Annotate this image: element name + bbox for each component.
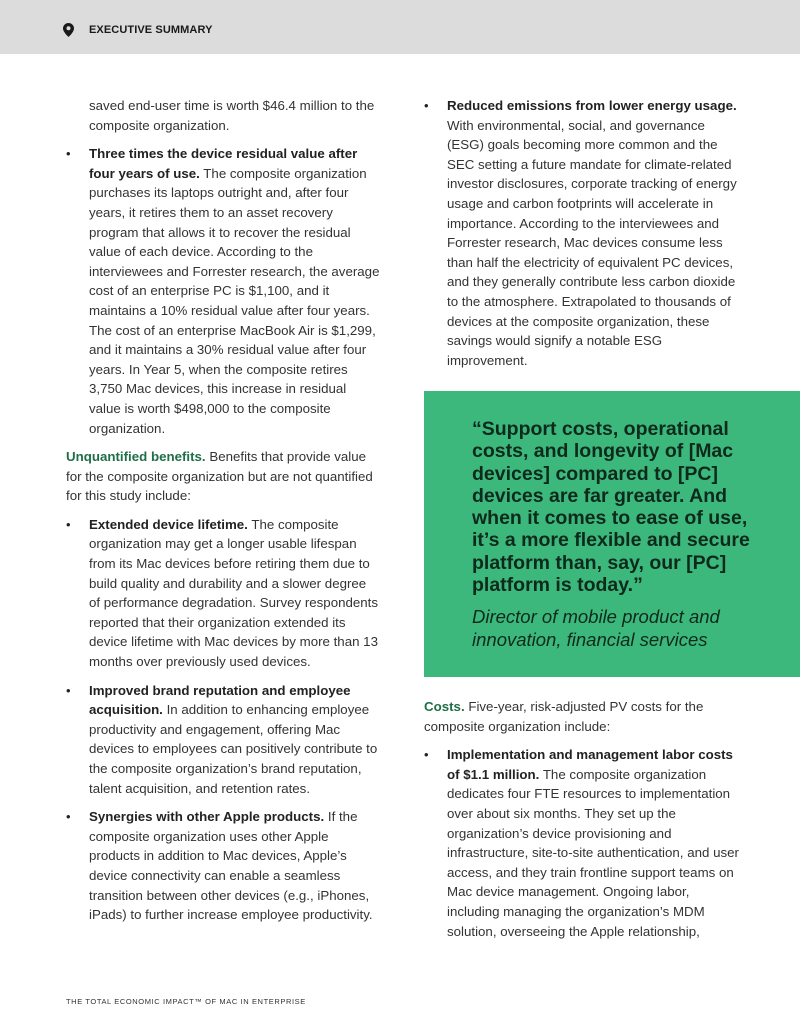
bullet-heading: Synergies with other Apple products. bbox=[89, 809, 325, 825]
bullet-glyph: • bbox=[66, 516, 71, 532]
bullet-glyph: • bbox=[66, 682, 71, 698]
right-column-costs bbox=[424, 697, 740, 950]
bullet-body: The composite organization purchases its laptops outright and, after four years, it retires them to an asset recovery program that allows it to recover the residual value of each device. According to the interviewees and Forrester research, the average cost of an enterprise PC is $1,100, and it maintains a 10% residual value after four years. The cost of an enterprise MacBook Air is $1,299, and it maintains a 30% residual value after four years. In Year 5, when the composite retires 3,750 Mac devices, this increase in residual value is worth $498,000 to the composite organization. bbox=[89, 165, 380, 436]
bullet-heading: Improved brand reputation and employee acquisition. bbox=[89, 682, 351, 718]
residual-value-bullet bbox=[66, 144, 380, 438]
pull-quote-text: “Support costs, operational costs, and longevity of [Mac devices] compared to [PC] devices are far greater. And when it comes to ease of use, it’s a more flexible and secure platform than, say, our [PC] platform is today.” bbox=[472, 418, 750, 597]
bullet-body: The composite organization dedicates four FTE resources to implementation over about six months. They set up the organization’s device provisioning and infrastructure, site-to-site authentication, and user access, and they train frontline support teams on Mac device management. Ongoing labor, including managing the organization’s MDM solution, overseeing the Apple relationship, bbox=[447, 766, 739, 939]
pull-quote-attribution: Director of mobile product and innovation, financial services bbox=[472, 606, 720, 650]
pull-quote-box bbox=[424, 391, 800, 677]
left-column bbox=[66, 96, 380, 934]
continuation-text: saved end-user time is worth $46.4 million to the composite organization. bbox=[89, 98, 375, 133]
unquantified-body: Benefits that provide value for the composite organization but are not quantified for this study include: bbox=[66, 449, 373, 504]
bullet-glyph: • bbox=[66, 809, 71, 825]
bullet-body: The composite organization may get a longer usable lifespan from its Mac devices before retiring them due to build quality and durability and a slower degree of performance degradation. Survey respondents reported that their organization extended its device lifetime with Mac devices by more than 13 months over previously used devices. bbox=[89, 516, 379, 670]
apple-synergies-bullet bbox=[66, 807, 380, 925]
bullet-body: With environmental, social, and governance (ESG) goals becoming more common and the SEC setting a future mandate for climate-related investor disclosures, corporate tracking of energy usage and carbon footprints will accelerate in importance. According to the interviewees and Forrester research, Mac devices consume less than half the electricity of equivalent PC devices, and they generally contribute less carbon dioxide to the atmosphere. Extrapolated to thousands of devices at the composite organization, these savings would signify a notable ESG improvement. bbox=[447, 117, 737, 368]
device-lifetime-bullet bbox=[66, 515, 380, 672]
page-header bbox=[0, 0, 800, 54]
costs-paragraph bbox=[424, 697, 740, 736]
location-pin-icon bbox=[63, 23, 74, 37]
brand-reputation-bullet bbox=[66, 681, 380, 799]
bullet-glyph: • bbox=[424, 98, 429, 113]
bullet-heading: Three times the device residual value after four years of use. bbox=[89, 146, 358, 181]
bullet-body: If the composite organization uses other Apple products in addition to Mac devices, Apple’s device connectivity can enable a seamless transition between other devices (e.g., iPhones, iPads) to further increase employee productivity. bbox=[89, 809, 373, 923]
unquantified-heading: Unquantified benefits. bbox=[66, 449, 206, 465]
right-column-top bbox=[424, 96, 740, 379]
costs-heading: Costs. bbox=[424, 699, 465, 714]
page-footer: THE TOTAL ECONOMIC IMPACT™ OF MAC IN ENTERPRISE bbox=[66, 997, 306, 1006]
section-title: EXECUTIVE SUMMARY bbox=[89, 24, 213, 36]
reduced-emissions-bullet bbox=[424, 96, 740, 370]
costs-body: Five-year, risk-adjusted PV costs for the composite organization include: bbox=[424, 699, 704, 734]
bullet-heading: Extended device lifetime. bbox=[89, 516, 248, 532]
unquantified-benefits-paragraph bbox=[66, 447, 380, 506]
bullet-glyph: • bbox=[424, 747, 429, 763]
bullet-heading: Reduced emissions from lower energy usage. bbox=[447, 98, 737, 113]
bullet-body: In addition to enhancing employee productivity and engagement, offering Mac devices to employees can positively contribute to the composite organization’s brand reputation, talent acquisition, and retention rates. bbox=[89, 702, 378, 796]
bullet-glyph: • bbox=[66, 146, 71, 162]
bullet-heading: Implementation and management labor costs of $1.1 million. bbox=[447, 747, 733, 782]
implementation-costs-bullet bbox=[424, 745, 740, 941]
